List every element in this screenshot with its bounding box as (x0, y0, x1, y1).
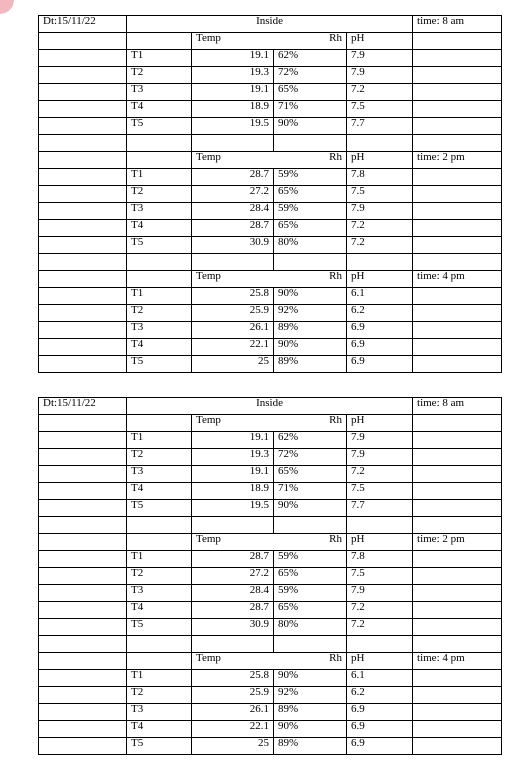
table-row (39, 220, 502, 237)
row-id: T2 (127, 687, 192, 704)
rh-value: 90% (274, 118, 347, 135)
row-id: T5 (127, 500, 192, 517)
table-row (39, 449, 502, 466)
temp-value: 25.9 (192, 687, 274, 704)
table-row (39, 101, 502, 118)
ph-value: 7.9 (347, 432, 413, 449)
table-row (39, 500, 502, 517)
temp-value: 19.5 (192, 118, 274, 135)
column-header-row (39, 271, 502, 288)
ph-value: 6.1 (347, 670, 413, 687)
ph-value: 7.2 (347, 466, 413, 483)
row-id: T1 (127, 551, 192, 568)
row-id: T5 (127, 738, 192, 755)
table-row (39, 186, 502, 203)
temp-value: 18.9 (192, 101, 274, 118)
temp-value: 19.1 (192, 84, 274, 101)
ph-header: pH (347, 152, 413, 169)
row-id: T4 (127, 339, 192, 356)
temp-value: 28.7 (192, 602, 274, 619)
temp-value: 25.8 (192, 288, 274, 305)
rh-header: Rh (329, 652, 342, 664)
table-row (39, 432, 502, 449)
rh-value: 65% (274, 568, 347, 585)
row-id: T2 (127, 449, 192, 466)
temp-header: Temp (196, 652, 221, 664)
rh-value: 80% (274, 619, 347, 636)
table-row (39, 203, 502, 220)
row-id: T2 (127, 568, 192, 585)
table-row (39, 237, 502, 254)
temp-header: Temp (196, 414, 221, 426)
temp-value: 19.1 (192, 432, 274, 449)
temp-value: 28.7 (192, 551, 274, 568)
ph-value: 7.8 (347, 169, 413, 186)
ph-value: 6.9 (347, 738, 413, 755)
rh-value: 65% (274, 466, 347, 483)
column-header-row (39, 152, 502, 169)
rh-value: 71% (274, 483, 347, 500)
row-id: T4 (127, 602, 192, 619)
ph-value: 6.9 (347, 704, 413, 721)
row-id: T1 (127, 50, 192, 67)
temp-value: 28.4 (192, 585, 274, 602)
table-row (39, 602, 502, 619)
rh-value: 65% (274, 186, 347, 203)
row-id: T3 (127, 704, 192, 721)
ph-header: pH (347, 33, 413, 50)
temp-value: 28.4 (192, 203, 274, 220)
row-id: T1 (127, 432, 192, 449)
temp-value: 22.1 (192, 339, 274, 356)
ph-value: 7.2 (347, 237, 413, 254)
ph-value: 6.9 (347, 339, 413, 356)
ph-value: 7.5 (347, 483, 413, 500)
temp-rh-header (192, 653, 347, 670)
row-id: T3 (127, 466, 192, 483)
rh-value: 59% (274, 203, 347, 220)
temp-value: 19.1 (192, 466, 274, 483)
temp-header: Temp (196, 270, 221, 282)
rh-value: 90% (274, 721, 347, 738)
ph-value: 7.7 (347, 500, 413, 517)
row-id: T5 (127, 356, 192, 373)
row-id: T4 (127, 721, 192, 738)
ph-value: 7.9 (347, 203, 413, 220)
ph-value: 7.2 (347, 220, 413, 237)
header-row (39, 16, 502, 33)
rh-value: 65% (274, 602, 347, 619)
ph-value: 7.9 (347, 50, 413, 67)
rh-value: 89% (274, 356, 347, 373)
rh-value: 89% (274, 704, 347, 721)
row-id: T4 (127, 483, 192, 500)
temp-value: 28.7 (192, 220, 274, 237)
rh-value: 90% (274, 288, 347, 305)
column-header-row (39, 534, 502, 551)
ph-value: 7.7 (347, 118, 413, 135)
ph-value: 7.5 (347, 568, 413, 585)
temp-rh-header (192, 271, 347, 288)
log-table-2 (38, 397, 502, 755)
temp-header: Temp (196, 533, 221, 545)
table-row (39, 322, 502, 339)
table-row (39, 687, 502, 704)
temp-value: 26.1 (192, 322, 274, 339)
rh-header: Rh (329, 32, 342, 44)
temp-value: 25.8 (192, 670, 274, 687)
time-cell: time: 2 pm (413, 152, 502, 169)
temp-value: 19.3 (192, 449, 274, 466)
row-id: T3 (127, 203, 192, 220)
rh-value: 90% (274, 500, 347, 517)
temp-rh-header (192, 33, 347, 50)
column-header-row (39, 415, 502, 432)
temp-value: 26.1 (192, 704, 274, 721)
temp-value: 19.5 (192, 500, 274, 517)
rh-header: Rh (329, 151, 342, 163)
spacer-row (39, 135, 502, 152)
date-cell: Dt:15/11/22 (39, 398, 127, 415)
rh-header: Rh (329, 533, 342, 545)
temp-value: 25 (192, 356, 274, 373)
row-id: T5 (127, 118, 192, 135)
temp-rh-header (192, 415, 347, 432)
time-cell: time: 8 am (413, 16, 502, 33)
row-id: T3 (127, 322, 192, 339)
rh-value: 92% (274, 305, 347, 322)
column-header-row (39, 653, 502, 670)
table-row (39, 169, 502, 186)
time-cell: time: 4 pm (413, 271, 502, 288)
temp-value: 19.3 (192, 67, 274, 84)
table-row (39, 704, 502, 721)
ph-header: pH (347, 534, 413, 551)
row-id: T5 (127, 237, 192, 254)
date-cell: Dt:15/11/22 (39, 16, 127, 33)
spacer-row (39, 517, 502, 534)
ph-value: 7.9 (347, 449, 413, 466)
row-id: T1 (127, 288, 192, 305)
temp-value: 27.2 (192, 568, 274, 585)
ph-value: 7.2 (347, 619, 413, 636)
rh-value: 71% (274, 101, 347, 118)
time-cell: time: 4 pm (413, 653, 502, 670)
temp-value: 25.9 (192, 305, 274, 322)
temp-value: 22.1 (192, 721, 274, 738)
ph-value: 6.9 (347, 356, 413, 373)
header-row (39, 398, 502, 415)
column-header-row (39, 33, 502, 50)
table-row (39, 738, 502, 755)
rh-value: 90% (274, 670, 347, 687)
spacer-row (39, 254, 502, 271)
table-row (39, 288, 502, 305)
rh-value: 89% (274, 322, 347, 339)
ph-value: 7.8 (347, 551, 413, 568)
temp-value: 28.7 (192, 169, 274, 186)
rh-header: Rh (329, 414, 342, 426)
location-cell: Inside (127, 16, 413, 33)
table-row (39, 619, 502, 636)
table-row (39, 568, 502, 585)
ph-header: pH (347, 271, 413, 288)
rh-value: 59% (274, 551, 347, 568)
ph-value: 6.1 (347, 288, 413, 305)
table-row (39, 67, 502, 84)
row-id: T5 (127, 619, 192, 636)
ph-value: 6.9 (347, 322, 413, 339)
row-id: T1 (127, 169, 192, 186)
row-id: T2 (127, 186, 192, 203)
rh-value: 59% (274, 169, 347, 186)
temp-value: 30.9 (192, 619, 274, 636)
temp-value: 27.2 (192, 186, 274, 203)
temp-rh-header (192, 152, 347, 169)
table-row (39, 551, 502, 568)
ph-value: 7.5 (347, 186, 413, 203)
table-row (39, 339, 502, 356)
rh-value: 92% (274, 687, 347, 704)
table-row (39, 585, 502, 602)
rh-value: 65% (274, 220, 347, 237)
temp-value: 19.1 (192, 50, 274, 67)
rh-value: 80% (274, 237, 347, 254)
row-id: T4 (127, 220, 192, 237)
table-row (39, 118, 502, 135)
ph-value: 7.9 (347, 67, 413, 84)
temp-value: 30.9 (192, 237, 274, 254)
temp-header: Temp (196, 151, 221, 163)
temp-value: 18.9 (192, 483, 274, 500)
ph-value: 6.2 (347, 687, 413, 704)
rh-value: 59% (274, 585, 347, 602)
time-cell: time: 2 pm (413, 534, 502, 551)
row-id: T2 (127, 67, 192, 84)
ph-value: 7.5 (347, 101, 413, 118)
ph-value: 6.2 (347, 305, 413, 322)
table-row (39, 356, 502, 373)
rh-value: 62% (274, 432, 347, 449)
temp-rh-header (192, 534, 347, 551)
spacer-row (39, 636, 502, 653)
row-id: T4 (127, 101, 192, 118)
location-cell: Inside (127, 398, 413, 415)
ph-value: 7.2 (347, 602, 413, 619)
row-id: T1 (127, 670, 192, 687)
time-cell: time: 8 am (413, 398, 502, 415)
row-id: T3 (127, 84, 192, 101)
rh-value: 90% (274, 339, 347, 356)
rh-header: Rh (329, 270, 342, 282)
table-row (39, 721, 502, 738)
rh-value: 62% (274, 50, 347, 67)
ph-header: pH (347, 415, 413, 432)
rh-value: 65% (274, 84, 347, 101)
ph-header: pH (347, 653, 413, 670)
table-row (39, 466, 502, 483)
rh-value: 72% (274, 67, 347, 84)
row-id: T3 (127, 585, 192, 602)
ph-value: 7.9 (347, 585, 413, 602)
table-row (39, 305, 502, 322)
table-row (39, 670, 502, 687)
ph-value: 6.9 (347, 721, 413, 738)
table-row (39, 84, 502, 101)
corner-decoration (0, 0, 14, 14)
rh-value: 89% (274, 738, 347, 755)
row-id: T2 (127, 305, 192, 322)
log-table-1 (38, 15, 502, 373)
ph-value: 7.2 (347, 84, 413, 101)
table-row (39, 483, 502, 500)
temp-header: Temp (196, 32, 221, 44)
rh-value: 72% (274, 449, 347, 466)
table-row (39, 50, 502, 67)
temp-value: 25 (192, 738, 274, 755)
